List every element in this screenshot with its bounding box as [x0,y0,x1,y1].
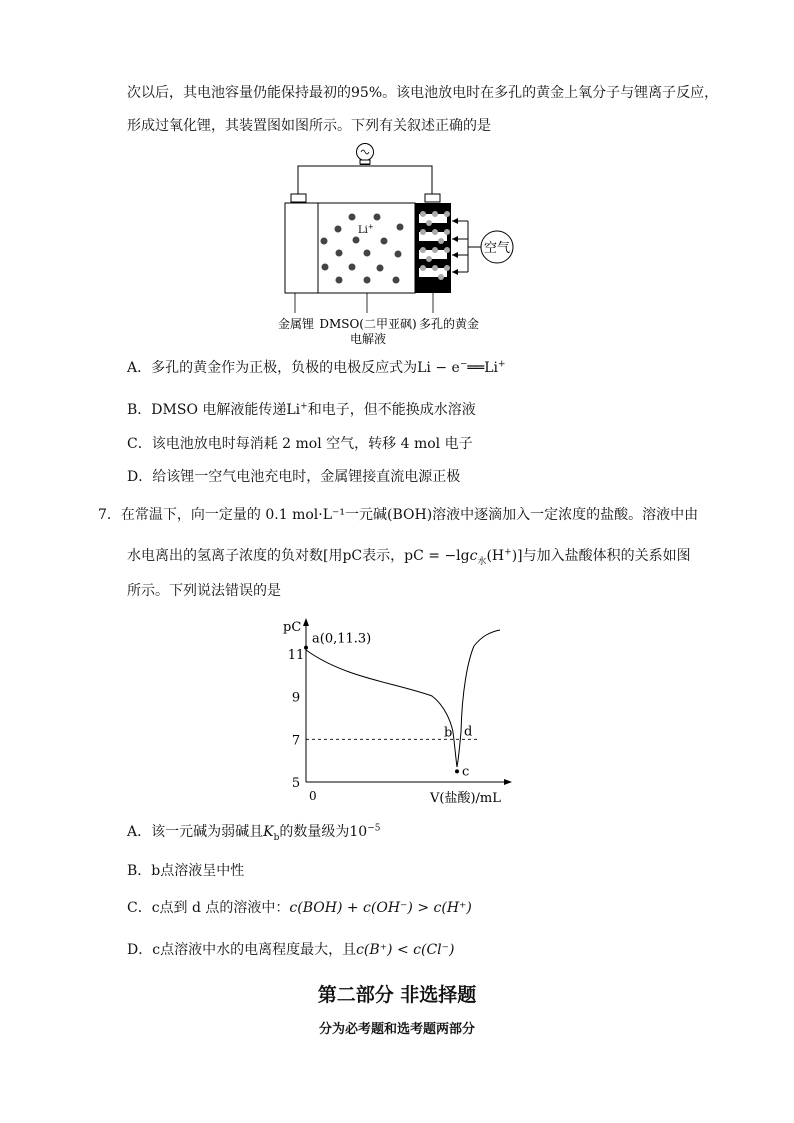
y-tick-9: 9 [291,690,301,706]
label-lithium: 金属锂 [277,317,315,331]
q6-option-a: A．多孔的黄金作为正极，负极的电极反应式为Li − e−══Li+ [127,359,506,376]
labeled-points [304,632,472,780]
q7-line-1: 7．在常温下，向一定量的 0.1 mol·L⁻¹一元碱(BOH)溶液中逐滴加入一定浓度的盐酸。溶液中由 [98,507,699,523]
arrowhead-icons [452,218,458,275]
part-two-title: 第二部分 非选择题 [317,984,477,1006]
light-bulb-icon [357,144,374,165]
point-label-a: a(0,11.3) [312,631,372,647]
label-electrolyte-2: 电解液 [349,332,387,346]
x-axis-label: V(盐酸)/mL [430,791,501,806]
y-axis-arrow [303,618,309,626]
x-axis-arrow [504,779,512,785]
li-ion-label: Li+ [358,223,374,236]
part-two-subtitle: 分为必考题和选考题两部分 [318,1022,475,1037]
point-dot-a [304,646,308,650]
lithium-electrode [285,203,318,293]
y-tick-5: 5 [291,776,301,791]
air-supply [452,221,482,272]
point-label-c: c [462,764,470,780]
q7-option-a: A．该一元碱为弱碱且$K_b$的数量级为$10^{-5}$ [127,823,381,843]
q7-line-3: 所示。下列说法错误的是 [127,583,281,599]
pc-chart [0,610,794,810]
battery-diagram [0,137,794,347]
label-gold: 多孔的黄金 [418,317,480,331]
q6-option-b: B．DMSO 电解液能传递Li+和电子，但不能换成水溶液 [127,401,476,418]
intro-line-1: 次以后，其电池容量仍能保持最初的95%。该电池放电时在多孔的黄金上氧分子与锂离子反应， [127,85,719,101]
q7-option-d: D．c点溶液中水的电离程度最大，且c(B⁺) < c(Cl⁻) [127,942,455,958]
q7-option-c: C．c点到 d 点的溶液中：c(BOH) + c(OH⁻) > c(H⁺) [127,900,472,916]
label-electrolyte: DMSO(二甲亚砜) [319,317,417,331]
q6-option-c: C．该电池放电时每消耗 2 mol 空气，转移 4 mol 电子 [127,436,473,452]
air-label: 空气 [483,241,511,256]
titration-curve-left [306,650,457,767]
y-tick-labels [288,648,305,791]
y-axis-label: pC [283,620,302,635]
q6-option-d: D．给该锂一空气电池充电时，金属锂接直流电源正极 [127,469,461,485]
intro-line-2: 形成过氧化锂，其装置图如图所示。下列有关叙述正确的是 [127,118,491,134]
point-label-d: d [464,724,473,740]
external-wire [298,166,432,195]
q7-line-2: 水电离出的氢离子浓度的负对数[用pC表示，pC = −lgc$_水$(H+)]与加入盐酸体积的关系如图 [127,547,691,567]
y-tick-11: 11 [287,648,305,663]
y-tick-7: 7 [291,733,301,749]
point-label-b: b [444,725,453,741]
point-dot-c [455,769,459,773]
porous-gold-electrode [415,203,451,293]
titration-curve-right [457,630,500,767]
x-origin-label: 0 [309,789,317,803]
q7-option-b: B．b点溶液呈中性 [127,863,245,879]
